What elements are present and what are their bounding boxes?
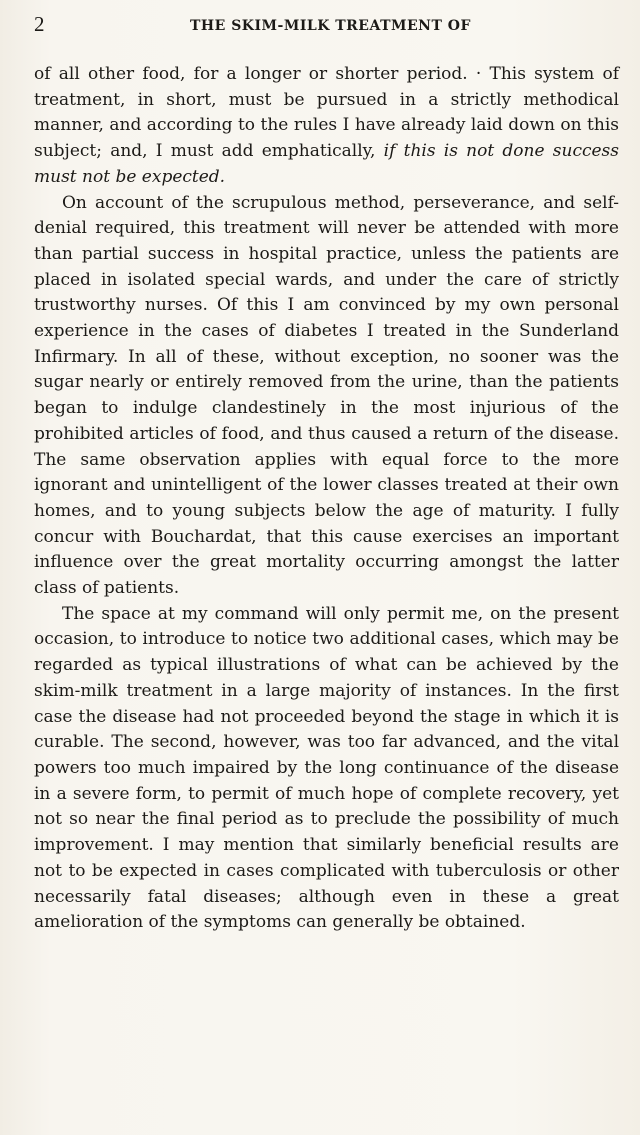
body-text — [34, 62, 619, 936]
running-head — [0, 12, 640, 42]
paragraph-2: On account of the scrupulous method, perseverance, and self-denial required, this treatment will never be attended with more than partial success in hospital practice, unless the patients are placed in isolated special wards, and under the care of strictly trustworthy nurses. Of this I am convinced by my own personal experience in the cases of diabetes I treated in the Sunderland Infirmary. In all of these, without exception, no sooner was the sugar nearly or entirely removed from the urine, than the patients began to indulge clandestinely in the most injurious of the prohibited articles of food, and thus caused a return of the disease. The same observation applies with equal force to the more ignorant and unintelligent of the lower classes treated at their own homes, and to young subjects below the age of maturity. I fully concur with Bouchardat, that this cause exercises an important influence over the great mortality occurring amongst the latter class of patients. — [34, 192, 619, 599]
paragraph-3: The space at my command will only permit me, on the present occasion, to introduce to notice two additional cases, which may be regarded as typical illustrations of what can be achieved by the skim-milk treatment in a large majority of instances. In the first case the disease had not proceeded beyond the stage in which it is curable. The second, however, was too far advanced, and the vital powers too much impaired by the long continuance of the disease in a severe form, to permit of much hope of complete recovery, yet not so near the final period as to preclude the possibility of much improvement. I may mention that similarly beneficial results are not to be expected in cases complicated with tuberculosis or other necessarily fatal diseases; although even in these a great amelioration of the symptoms can generally be obtained. — [34, 603, 619, 933]
running-title: THE SKIM-MILK TREATMENT OF — [190, 18, 471, 34]
page-number: 2 — [34, 12, 45, 36]
paragraph-1 — [34, 62, 619, 191]
paragraph-1-text: of all other food, for a longer or shorter period. · This system of treatment, in short, must be pursued in a strictly methodical manner, and according to the rules I have already laid down on this subject; and, I must add emphatically, — [34, 64, 619, 162]
paragraph-1-emphasis: if this is not done success must not be expected. — [34, 141, 619, 187]
